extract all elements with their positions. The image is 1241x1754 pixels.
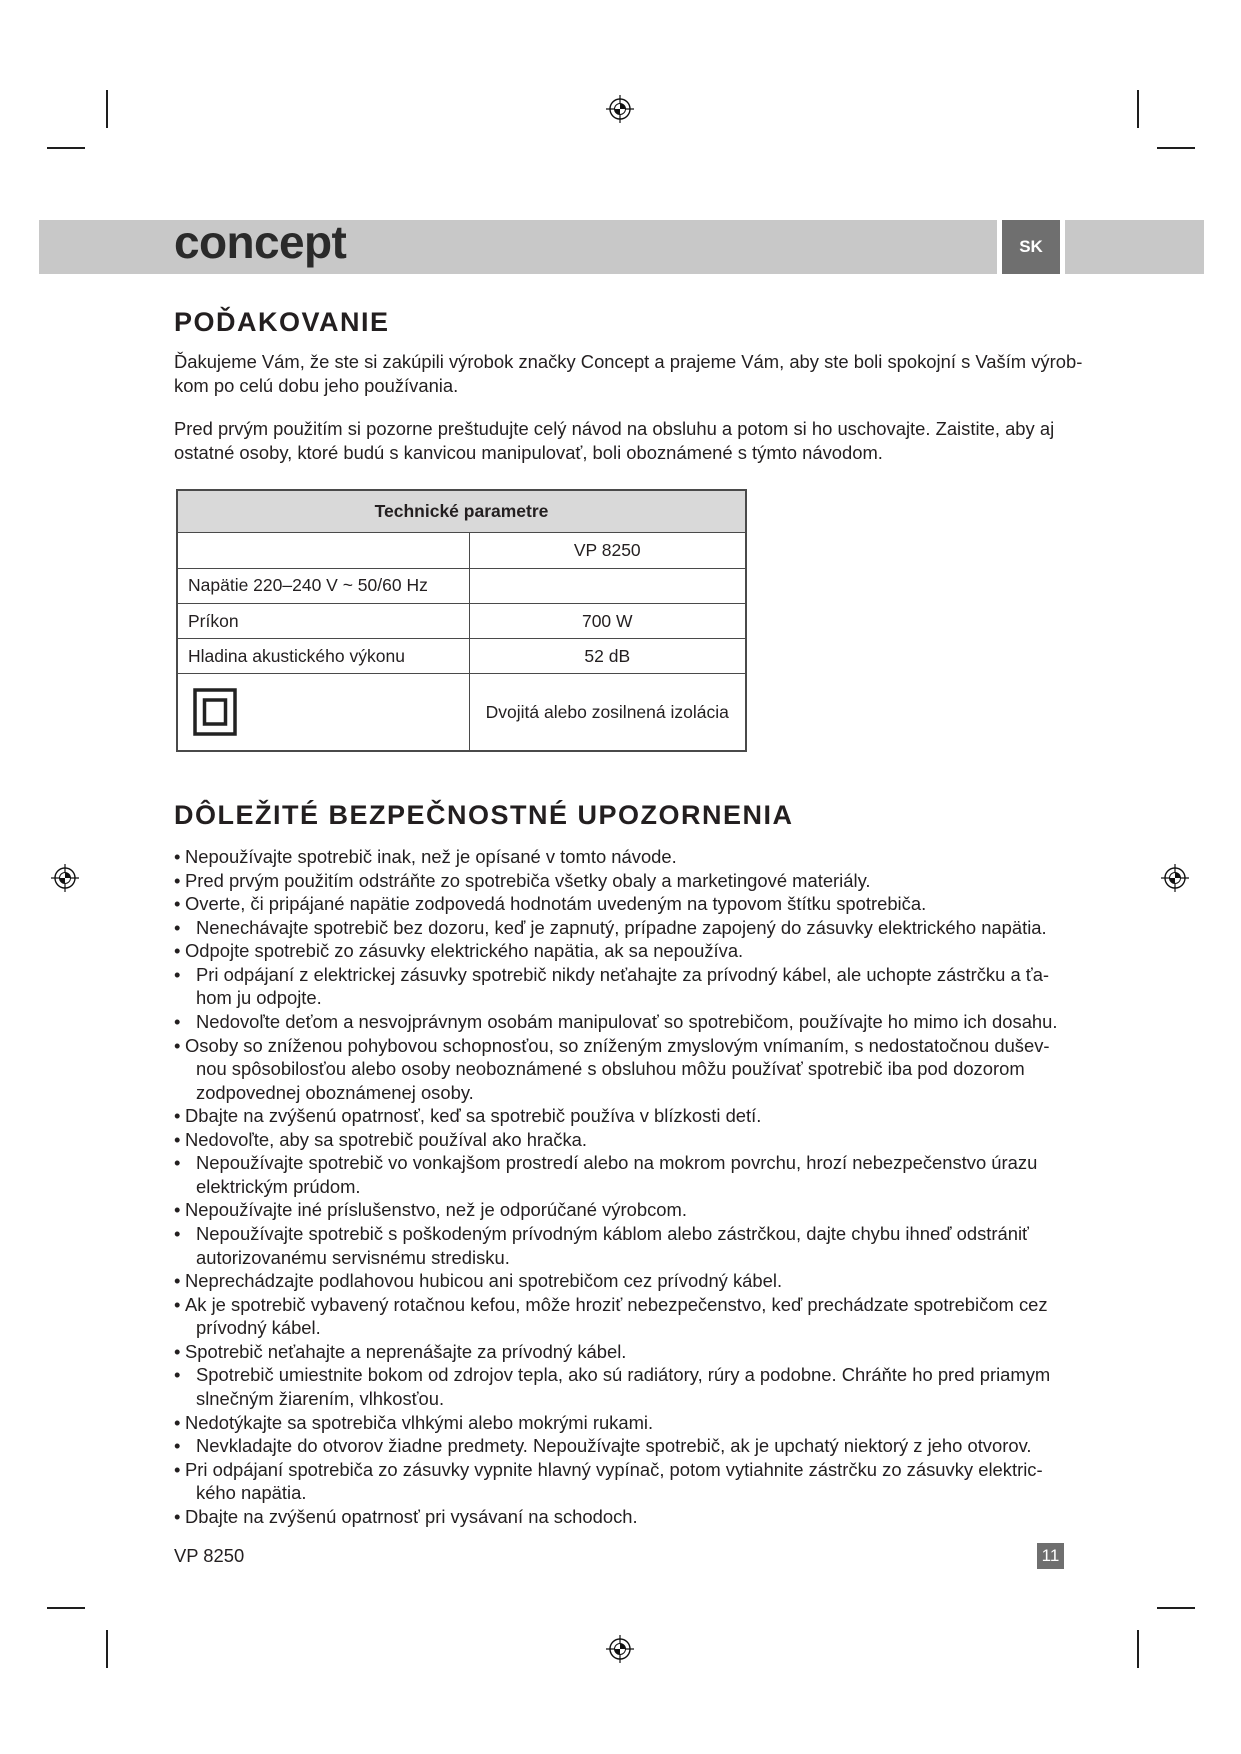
spec-value: 52 dB: [469, 639, 746, 674]
spec-label: [177, 533, 469, 569]
registration-mark-icon: [1160, 863, 1190, 893]
safety-item-line: • Pri odpájaní spotrebiča zo zásuvky vypnite hlavný vypínač, potom vytiahnite zástrčku zo zásuvky elektric-: [185, 1458, 1043, 1480]
usage-paragraph: [174, 417, 1054, 464]
crop-mark: [106, 1630, 108, 1668]
safety-item-line: zodpovednej oboznámenej osoby.: [196, 1081, 474, 1103]
safety-heading: DÔLEŽITÉ BEZPEČNOSTNÉ UPOZORNENIA: [174, 800, 794, 830]
safety-item-line: slnečným žiarením, vlhkosťou.: [196, 1387, 445, 1409]
safety-item: [174, 1222, 1058, 1269]
paragraph-line: Pred prvým použitím si pozorne preštudujte celý návod na obsluhu a potom si ho uschovajte. Zaistite, aby aj: [174, 418, 1055, 439]
safety-item-line: • Spotrebič neťahajte a neprenášajte za prívodný kábel.: [185, 1340, 627, 1362]
safety-item-line: nou spôsobilosťou alebo osoby neoboznámené s obsluhou môžu používať spotrebič iba pod dozorom: [196, 1058, 1025, 1080]
safety-item: [174, 892, 1058, 916]
spec-value: [469, 568, 746, 603]
registration-mark-icon: [605, 94, 635, 124]
safety-item-line: • Ak je spotrebič vybavený rotačnou kefou, môže hroziť nebezpečenstvo, keď prechádzate spotrebičom cez: [185, 1293, 1048, 1315]
safety-item-line: • Spotrebič umiestnite bokom od zdrojov tepla, ako sú radiátory, rúry a podobne. Chráňte ho pred priamym: [196, 1364, 1051, 1386]
safety-item: [174, 1034, 1058, 1105]
brand-logo: concept: [174, 216, 347, 268]
spec-table-title: Technické parametre: [177, 490, 746, 533]
safety-item-line: • Nepoužívajte iné príslušenstvo, než je odporúčané výrobcom.: [185, 1199, 687, 1221]
safety-item: [174, 1010, 1058, 1034]
spec-row: [177, 568, 746, 603]
safety-item: [174, 916, 1058, 940]
safety-item: [174, 869, 1058, 893]
safety-item-line: prívodný kábel.: [196, 1317, 321, 1339]
safety-item-line: hom ju odpojte.: [196, 987, 322, 1009]
safety-item-line: • Nepoužívajte spotrebič vo vonkajšom prostredí alebo na mokrom povrchu, hrozí nebezpečenstvo úrazu: [196, 1152, 1038, 1174]
safety-item: [174, 1293, 1058, 1340]
paragraph-line: ostatné osoby, ktoré budú s kanvicou manipulovať, boli oboznámené s týmto návodom.: [174, 441, 883, 463]
safety-item: [174, 1269, 1058, 1293]
spec-row: [177, 533, 746, 569]
safety-item-line: • Nedovoľte deťom a nesvojprávnym osobám manipulovať so spotrebičom, používajte ho mimo ich dosahu.: [196, 1010, 1058, 1032]
safety-item-line: • Pri odpájaní z elektrickej zásuvky spotrebič nikdy neťahajte za prívodný kábel, ale uchopte zástrčku a ťa-: [196, 963, 1050, 985]
registration-mark-icon: [605, 1634, 635, 1664]
spec-row: [177, 674, 746, 751]
safety-list: [174, 845, 1058, 1528]
safety-item-line: • Nevkladajte do otvorov žiadne predmety. Nepoužívajte spotrebič, ak je upchatý niektorý z jeho otvorov.: [196, 1435, 1032, 1457]
safety-item-line: kého napätia.: [196, 1482, 307, 1504]
thanks-heading: POĎAKOVANIE: [174, 307, 390, 337]
safety-item-line: autorizovanému servisnému stredisku.: [196, 1246, 510, 1268]
paragraph-line: Ďakujeme Vám, že ste si zakúpili výrobok značky Concept a prajeme Vám, aby ste boli spokojní s Vaším výrob-: [174, 351, 1083, 372]
safety-item-line: elektrickým prúdom.: [196, 1175, 361, 1197]
safety-item-line: • Odpojte spotrebič zo zásuvky elektrického napätia, ak sa nepoužíva.: [185, 940, 744, 962]
safety-item-line: • Neprechádzajte podlahovou hubicou ani spotrebičom cez prívodný kábel.: [185, 1270, 783, 1292]
safety-item: [174, 963, 1058, 1010]
safety-item: [174, 845, 1058, 869]
spec-table-header: [177, 490, 746, 533]
safety-item: [174, 1505, 1058, 1529]
safety-item: [174, 1128, 1058, 1152]
safety-item-line: • Osoby so zníženou pohybovou schopnosťou, so zníženým zmyslovým vnímaním, s nedostatočnou dušev-: [185, 1034, 1050, 1056]
page-number: 11: [1037, 1543, 1064, 1569]
double-insulation-icon: [193, 688, 237, 736]
spec-label: Príkon: [177, 603, 469, 639]
safety-item-line: • Pred prvým použitím odstráňte zo spotrebiča všetky obaly a marketingové materiály.: [185, 869, 871, 891]
safety-item-line: • Nenechávajte spotrebič bez dozoru, keď je zapnutý, prípadne zapojený do zásuvky elektrického napätia.: [196, 916, 1047, 938]
footer-model: VP 8250: [174, 1545, 245, 1566]
safety-item: [174, 1411, 1058, 1435]
crop-mark: [1137, 90, 1139, 128]
spec-row: [177, 639, 746, 674]
crop-mark: [47, 1607, 85, 1609]
safety-item: [174, 1151, 1058, 1198]
spec-value: Dvojitá alebo zosilnená izolácia: [469, 674, 746, 751]
crop-mark: [106, 90, 108, 128]
spec-icon-cell: [177, 674, 469, 751]
crop-mark: [1157, 1607, 1195, 1609]
spec-value: 700 W: [469, 603, 746, 639]
safety-item: [174, 1363, 1058, 1410]
safety-item-line: • Dbajte na zvýšenú opatrnosť pri vysávaní na schodoch.: [185, 1505, 638, 1527]
safety-item-line: • Overte, či pripájané napätie zodpovedá hodnotám uvedeným na typovom štítku spotrebiča.: [185, 893, 927, 915]
safety-item: [174, 1104, 1058, 1128]
safety-item: [174, 1198, 1058, 1222]
safety-item-line: • Nepoužívajte spotrebič inak, než je opísané v tomto návode.: [185, 846, 677, 867]
header-bar: [1065, 220, 1204, 274]
crop-mark: [1157, 147, 1195, 149]
safety-item: [174, 1458, 1058, 1505]
safety-item: [174, 1434, 1058, 1458]
paragraph-line: kom po celú dobu jeho používania.: [174, 374, 459, 396]
safety-item: [174, 1340, 1058, 1364]
safety-item-line: • Nedotýkajte sa spotrebiča vlhkými alebo mokrými rukami.: [185, 1411, 654, 1433]
spec-row: [177, 603, 746, 639]
crop-mark: [1137, 1630, 1139, 1668]
safety-item-line: • Dbajte na zvýšenú opatrnosť, keď sa spotrebič používa v blízkosti detí.: [185, 1105, 762, 1127]
spec-table: [176, 489, 747, 752]
spec-value: VP 8250: [469, 533, 746, 569]
crop-mark: [47, 147, 85, 149]
safety-item-line: • Nepoužívajte spotrebič s poškodeným prívodným káblom alebo zástrčkou, dajte chybu ihneď odstrániť: [196, 1223, 1029, 1244]
spec-label: Napätie 220–240 V ~ 50/60 Hz: [177, 568, 469, 603]
spec-label: Hladina akustického výkonu: [177, 639, 469, 674]
language-badge: SK: [1002, 220, 1060, 274]
safety-item-line: • Nedovoľte, aby sa spotrebič používal ako hračka.: [185, 1128, 588, 1150]
safety-item: [174, 939, 1058, 963]
thanks-paragraph: [174, 350, 1082, 397]
registration-mark-icon: [50, 863, 80, 893]
